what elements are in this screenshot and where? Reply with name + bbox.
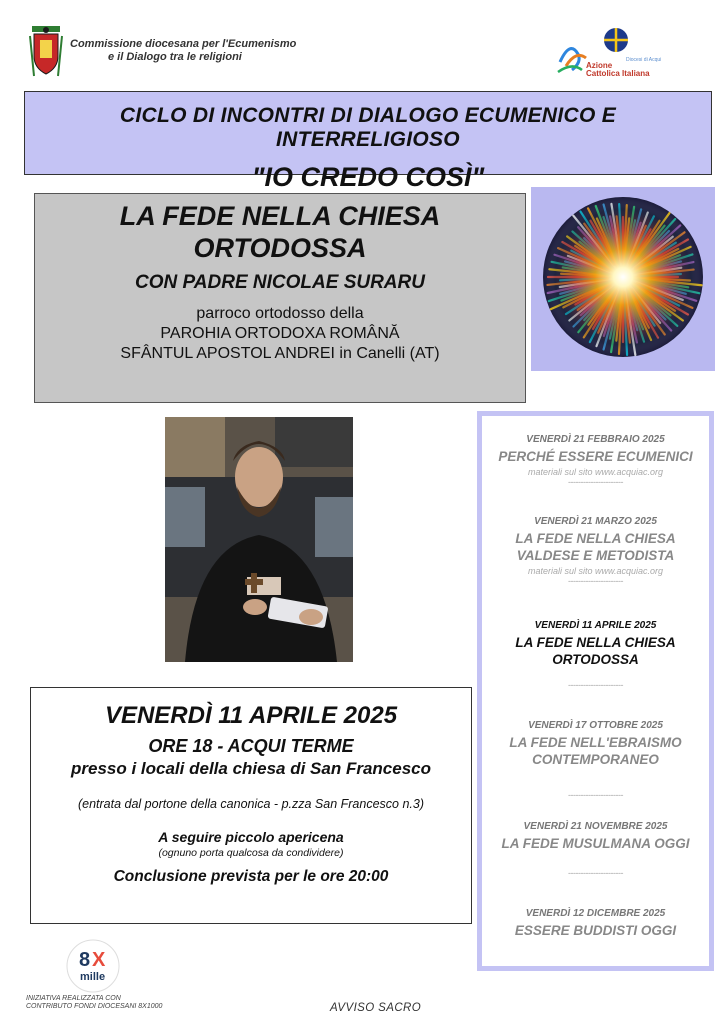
ac-line-2: Cattolica Italiana xyxy=(586,69,650,78)
schedule-item xyxy=(482,516,709,586)
event-entrance: (entrata dal portone della canonica - p.zza San Francesco n.3) xyxy=(77,797,425,811)
schedule-item-current xyxy=(482,620,709,690)
schedule-item-title: LA FEDE MUSULMANA OGGI xyxy=(501,836,690,851)
event-details-box xyxy=(30,687,472,924)
schedule-item xyxy=(482,908,709,939)
schedule-item-title-line-2: VALDESE E METODISTA xyxy=(516,548,675,563)
schedule-item-title: PERCHÉ ESSERE ECUMENICI xyxy=(498,449,693,464)
schedule-separator: ---------------------- xyxy=(568,477,623,487)
schedule-item-date: VENERDÌ 21 MARZO 2025 xyxy=(534,516,657,527)
logo-eight: 8 xyxy=(79,949,91,971)
event-venue: presso i locali della chiesa di San Francesco xyxy=(71,759,431,778)
schedule-item-date: VENERDÌ 21 NOVEMBRE 2025 xyxy=(523,821,668,832)
sacred-notice-label: AVVISO SACRO xyxy=(330,1002,422,1014)
schedule-separator: ---------------------- xyxy=(568,680,623,690)
schedule-panel xyxy=(477,411,714,971)
schedule-item-title-line-1: LA FEDE NELLA CHIESA xyxy=(515,531,676,546)
meeting-feature-box xyxy=(34,193,526,403)
speaker-role-line-3: SFÂNTUL APOSTOL ANDREI in Canelli (AT) xyxy=(120,345,440,362)
speaker-photo xyxy=(165,417,353,662)
speaker-role xyxy=(35,304,525,364)
schedule-item-note: materiali sul sito www.acquiac.org xyxy=(527,467,664,477)
schedule-item-date: VENERDÌ 12 DICEMBRE 2025 xyxy=(525,908,666,919)
schedule-separator: ---------------------- xyxy=(568,576,623,586)
meeting-title-line-2: ORTODOSSA xyxy=(193,233,367,263)
schedule-item-title-line-2: CONTEMPORANEO xyxy=(532,752,659,767)
meeting-title xyxy=(35,200,525,264)
schedule-item-date: VENERDÌ 21 FEBBRAIO 2025 xyxy=(526,434,665,445)
8x1000-logo-graphic xyxy=(62,938,124,994)
schedule-item xyxy=(482,434,709,487)
meeting-title-line-1: LA FEDE NELLA CHIESA xyxy=(119,201,441,231)
ac-diocese: Diocesi di Acqui xyxy=(626,57,662,63)
schedule-item-title xyxy=(482,734,709,768)
schedule-item-title xyxy=(482,634,709,668)
schedule-item xyxy=(482,821,709,878)
schedule-item-date: VENERDÌ 17 OTTOBRE 2025 xyxy=(528,720,663,731)
logo-mille: mille xyxy=(80,971,106,983)
commission-line-1: Commissione diocesana per l'Ecumenismo xyxy=(70,38,297,50)
commission-name xyxy=(70,38,296,64)
azione-cattolica-name xyxy=(586,62,650,78)
schedule-separator: ---------------------- xyxy=(568,868,623,878)
ac-line-1: Azione xyxy=(586,61,613,70)
speaker-role-line-1: parroco ortodosso della xyxy=(196,305,364,322)
funding-note-line-1: INIZIATIVA REALIZZATA CON xyxy=(26,995,121,1002)
event-bring-note: (ognuno porta qualcosa da condividere) xyxy=(158,847,344,859)
starburst-image xyxy=(531,187,715,371)
series-banner xyxy=(24,91,712,192)
series-motto: "IO CREDO COSÌ" xyxy=(251,162,485,192)
schedule-item-title xyxy=(482,530,709,564)
series-title: CICLO DI INCONTRI DI DIALOGO ECUMENICO E INTERRELIGIOSO xyxy=(119,104,617,151)
schedule-item-title-line-2: ORTODOSSA xyxy=(552,652,639,667)
schedule-item-note: materiali sul sito www.acquiac.org xyxy=(527,566,664,576)
schedule-separator: ---------------------- xyxy=(568,790,623,800)
funding-note xyxy=(26,995,162,1011)
speaker-role-line-2: PAROHIA ORTODOXA ROMÂNĂ xyxy=(160,325,400,342)
schedule-item-title: ESSERE BUDDISTI OGGI xyxy=(514,923,677,938)
commission-line-2: e il Dialogo tra le religioni xyxy=(108,51,242,63)
speaker-name: CON PADRE NICOLAE SURARU xyxy=(135,272,425,293)
8x1000-logo xyxy=(62,938,124,994)
schedule-item xyxy=(482,720,709,800)
funding-note-line-2: CONTRIBUTO FONDI DIOCESANI 8X1000 xyxy=(26,1003,163,1010)
event-followup: A seguire piccolo apericena xyxy=(158,829,344,845)
schedule-item-date: VENERDÌ 11 APRILE 2025 xyxy=(534,620,657,631)
starburst-graphic xyxy=(531,187,715,371)
event-date: VENERDÌ 11 APRILE 2025 xyxy=(104,702,398,729)
speaker-photo-graphic xyxy=(165,417,353,662)
diocese-crest-logo xyxy=(28,22,64,82)
logo-x: X xyxy=(92,949,106,971)
event-time-place: ORE 18 - ACQUI TERME xyxy=(148,736,354,756)
schedule-item-title-line-1: LA FEDE NELLA CHIESA xyxy=(515,635,676,650)
event-end-time: Conclusione prevista per le ore 20:00 xyxy=(113,868,389,885)
schedule-item-title-line-1: LA FEDE NELL'EBRAISMO xyxy=(509,735,682,750)
